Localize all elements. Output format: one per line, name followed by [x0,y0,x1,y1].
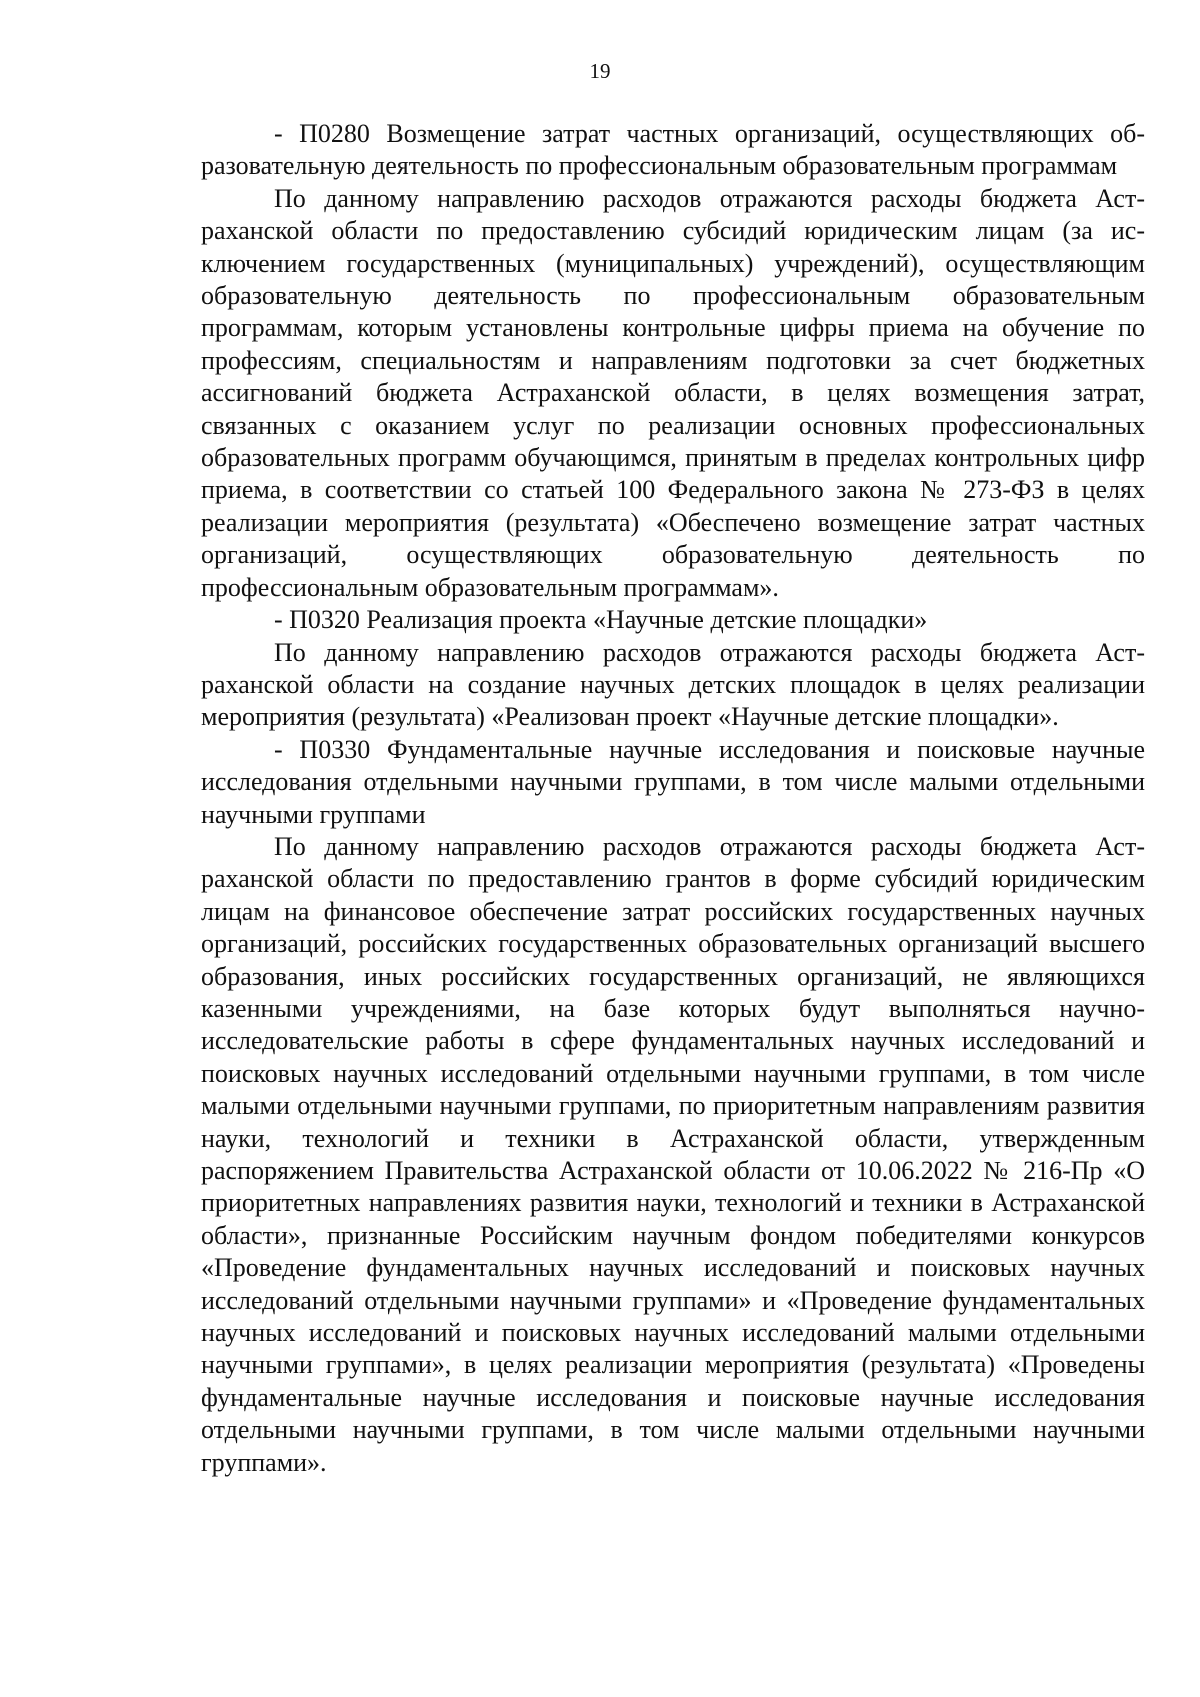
paragraph-p0280-heading: - П0280 Возмещение затрат частных организаций, осуществляющих образовательную деятельность по профессиональным образовательным программам [201,119,1145,181]
document-body [201,118,1145,1479]
paragraph-p0320-description: По данному направлению расходов отражаются расходы бюджета Астраханской области на создание научных детских площадок в целях реализации мероприятия (результата) «Реализован проект «Научные детские площадки». [201,637,1145,732]
paragraph-p0330-description: По данному направлению расходов отражаются расходы бюджета Астраханской области по предоставлению грантов в форме субсидий юридическим лицам на финансовое обеспечение затрат российских государственных научных организаций, российских государственных образовательных организаций высшего образования, иных российских государственных организаций, не являющихся казенными учреждениями, на базе которых будут выполняться научно-исследовательские работы в сфере фундаментальных научных исследований и поисковых научных исследований отдельными научными группами, в том числе малыми отдельными научными группами, по приоритетным направлениям развития науки, технологий и техники в Астраханской области, утвержденным распоряжением Правительства Астраханской области от 10.06.2022 № 216-Пр «О приоритетных направлениях развития науки, технологий и техники в Астраханской области», признанные Российским научным фондом победителями конкурсов «Проведение фундаментальных научных исследований и поисковых научных исследований отдельными научными группами» и «Проведение фундаментальных научных исследований и поисковых научных исследований малыми отдельными научными группами», в целях реализации мероприятия (результата) «Проведены фундаментальные научные исследования и поисковые научные исследования отдельными научными группами, в том числе малыми отдельными научными группами». [201,831,1145,1477]
paragraph-p0320-heading: - П0320 Реализация проекта «Научные детские площадки» [274,605,928,635]
page-number: 19 [589,59,611,83]
paragraph-p0330-heading: - П0330 Фундаментальные научные исследования и поисковые научные исследования отдельными научными группами, в том числе малыми отдельными научными группами [201,734,1145,829]
paragraph-p0280-description: По данному направлению расходов отражаются расходы бюджета Астраханской области по предоставлению субсидий юридическим лицам (за исключением государственных (муниципальных) учреждений), осуществляющим образовательную деятельность по профессиональным образовательным программам, которым установлены контрольные цифры приема на обучение по профессиям, специальностям и направлениям подготовки за счет бюджетных ассигнований бюджета Астраханской области, в целях возмещения затрат, связанных с оказанием услуг по реализации основных профессиональных образовательных программ обучающимся, принятым в пределах контрольных цифр приема, в соответствии со статьей 100 Федерального закона № 273-ФЗ в целях реализации мероприятия (результата) «Обеспечено возмещение затрат частных организаций, осуществляющих образовательную деятельность по профессиональным образовательным программам». [201,183,1145,602]
